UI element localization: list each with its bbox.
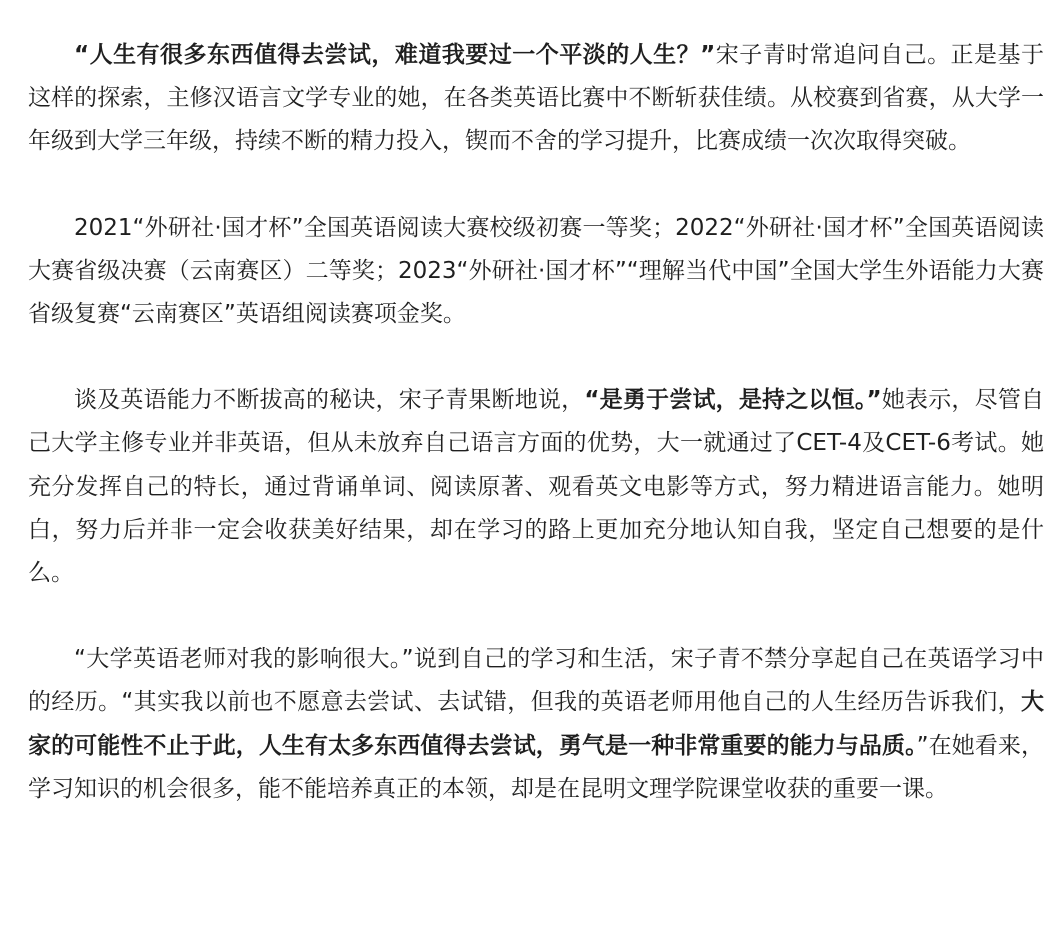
paragraph-4 bbox=[28, 638, 1044, 811]
quote-bold: “人生有很多东西值得去尝试，难道我要过一个平淡的人生？” bbox=[74, 42, 716, 68]
paragraph-text: ”在她看来，学习知识的机会很多，能不能培养真正的本领，却是在昆明文理学院课堂收获的重要一课。 bbox=[28, 732, 1044, 802]
paragraph-text: “大学英语老师对我的影响很大。”说到自己的学习和生活，宋子青不禁分享起自己在英语学习中的经历。“其实我以前也不愿意去尝试、去试错，但我的英语老师用他自己的人生经历告诉我们， bbox=[28, 646, 1044, 716]
paragraph-text: 谈及英语能力不断拔高的秘诀，宋子青果断地说， bbox=[74, 387, 585, 414]
paragraph-3 bbox=[28, 379, 1044, 595]
article-body bbox=[28, 34, 1044, 811]
paragraph-text: 2021“外研社·国才杯”全国英语阅读大赛校级初赛一等奖；2022“外研社·国才杯”全国英语阅读大赛省级决赛（云南赛区）二等奖；2023“外研社·国才杯”“理解当代中国”全国大学生外语能力大赛省级复赛“云南赛区”英语组阅读赛项金奖。 bbox=[28, 214, 1044, 328]
paragraph-text: 她表示，尽管自己大学主修专业并非英语，但从未放弃自己语言方面的优势，大一就通过了CET-4及CET-6考试。她充分发挥自己的特长，通过背诵单词、阅读原著、观看英文电影等方式，努力精进语言能力。她明白，努力后并非一定会收获美好结果，却在学习的路上更加充分地认知自我，坚定自己想要的是什么。 bbox=[28, 387, 1045, 587]
paragraph-2 bbox=[28, 207, 1044, 337]
quote-bold: 大家的可能性不止于此，人生有太多东西值得去尝试，勇气是一种非常重要的能力与品质。 bbox=[28, 689, 1044, 759]
paragraph-text: 宋子青时常追问自己。正是基于这样的探索，主修汉语言文学专业的她，在各类英语比赛中不断斩获佳绩。从校赛到省赛，从大学一年级到大学三年级，持续不断的精力投入，锲而不舍的学习提升，比赛成绩一次次取得突破。 bbox=[28, 42, 1044, 155]
quote-bold: “是勇于尝试，是持之以恒。” bbox=[584, 387, 882, 414]
paragraph-1 bbox=[28, 34, 1044, 164]
